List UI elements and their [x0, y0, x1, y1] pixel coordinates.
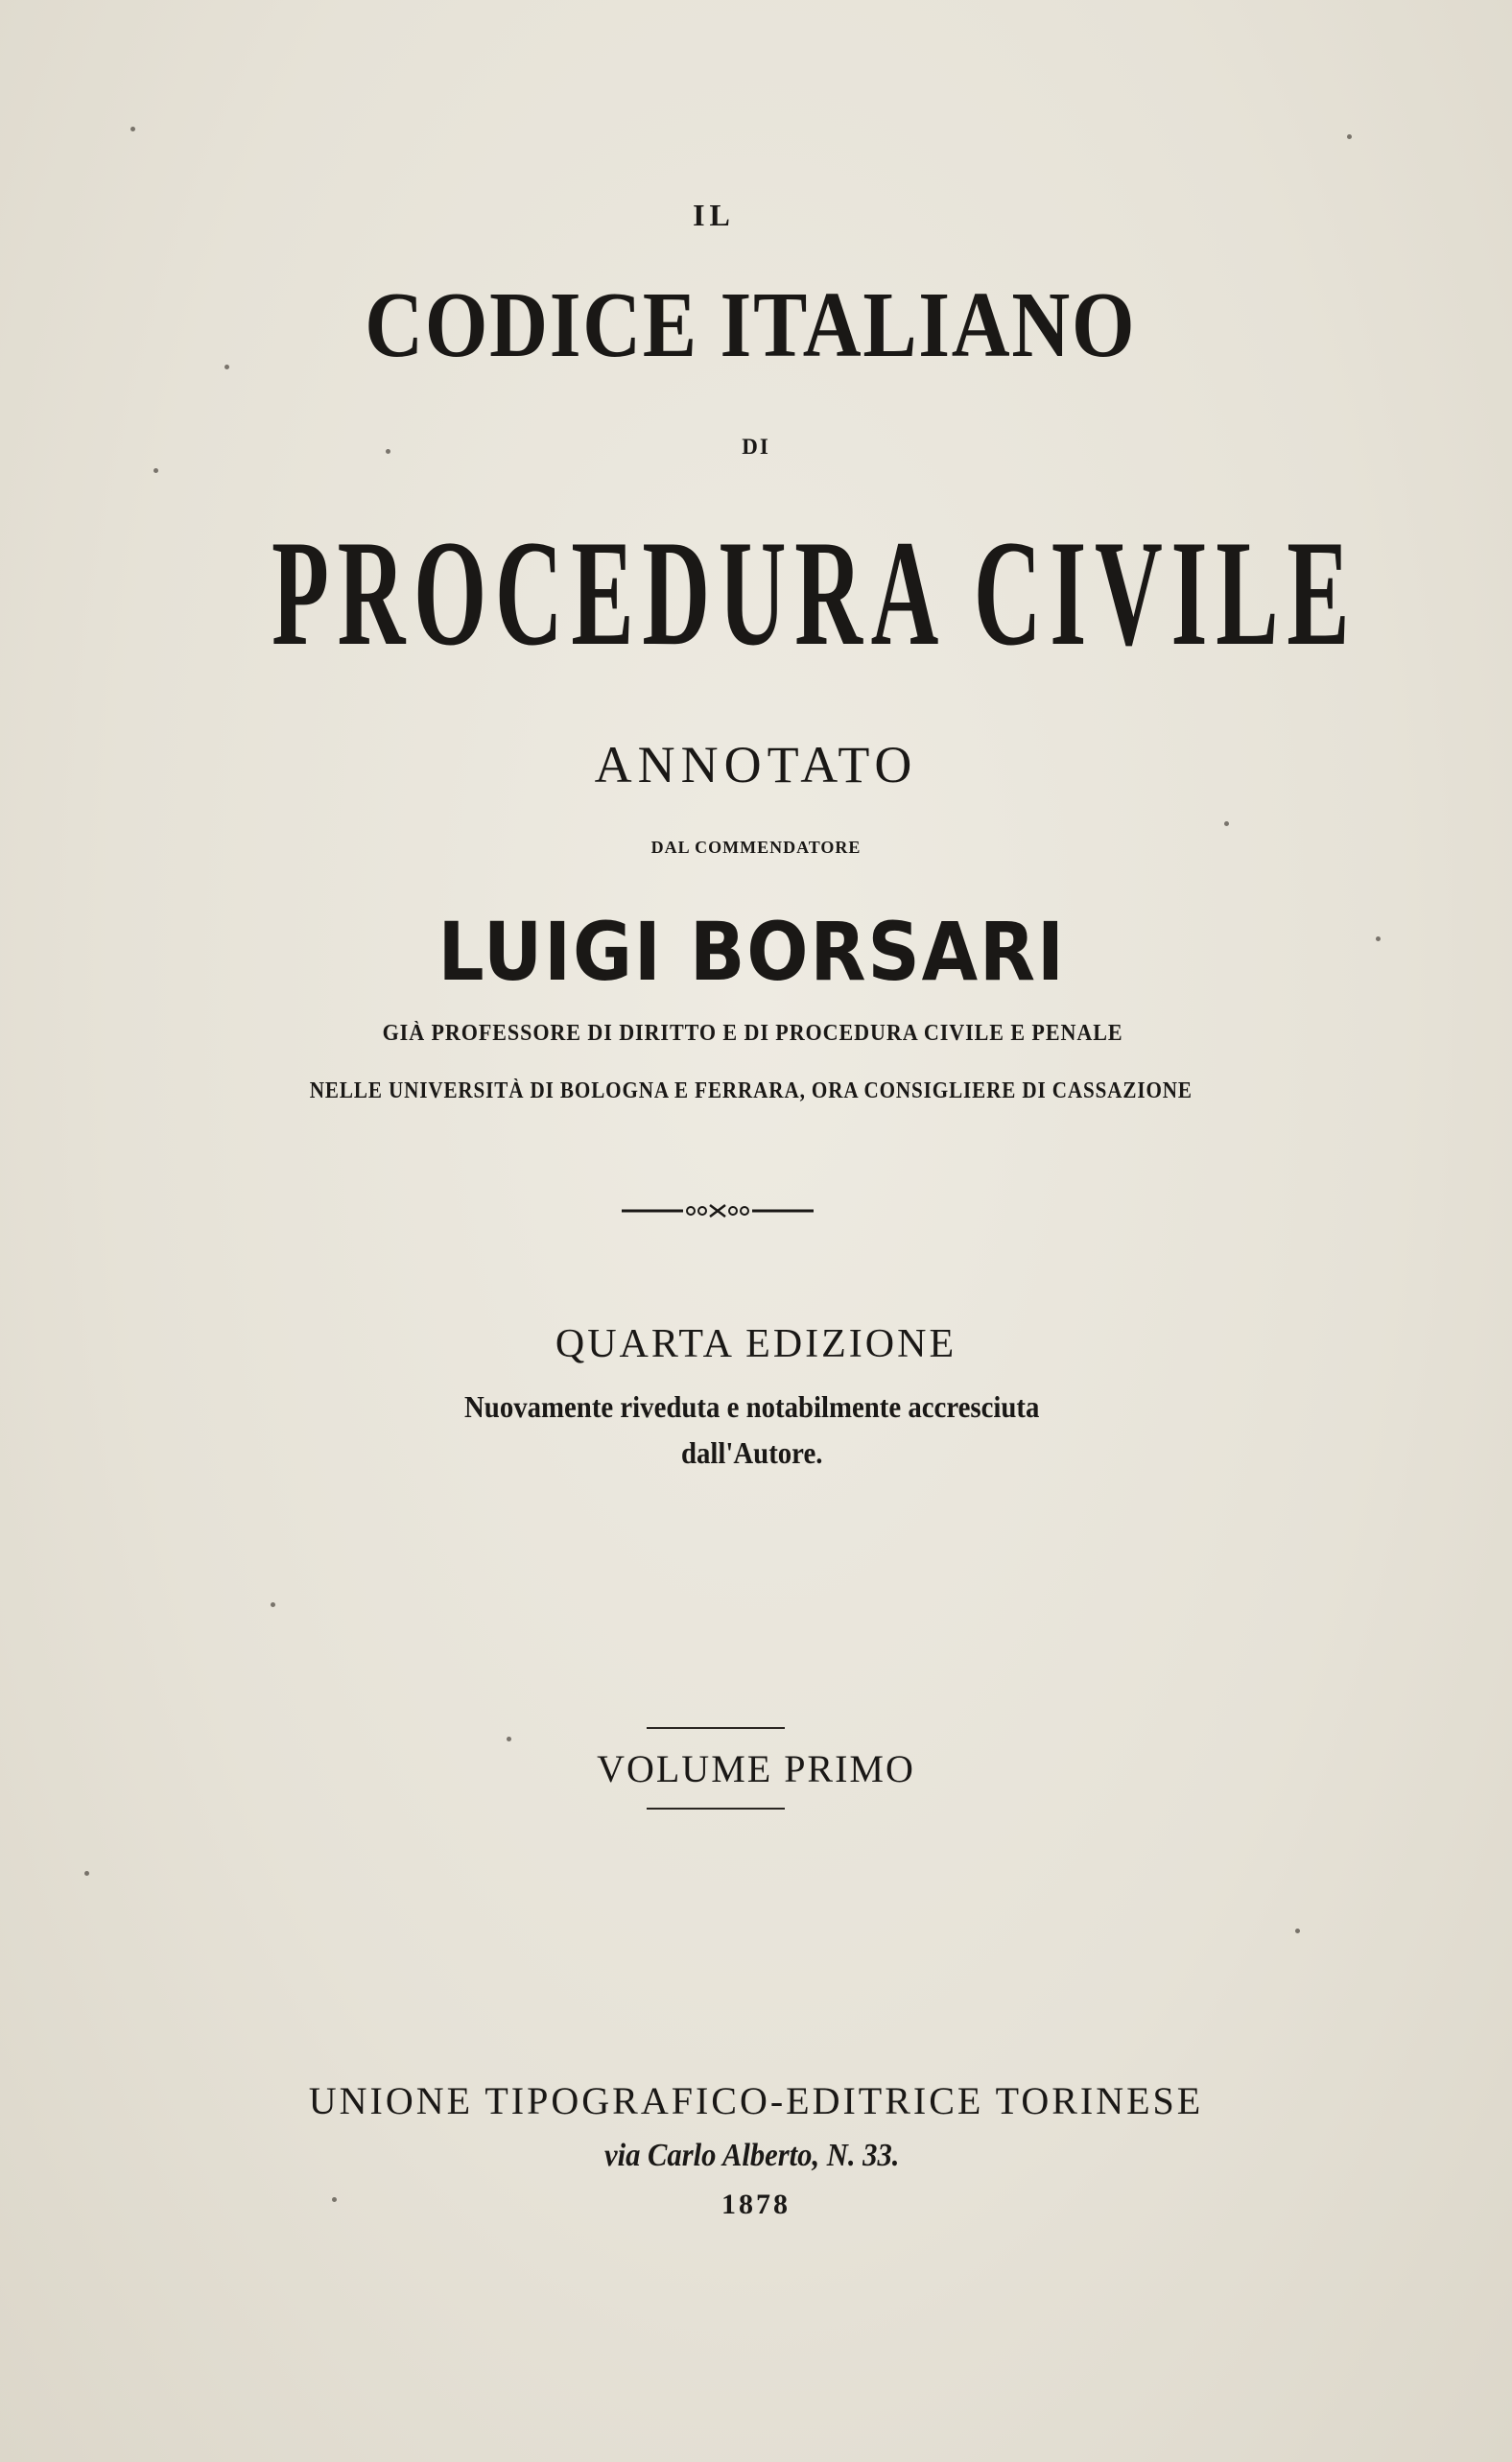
- volume-rule-bottom: [647, 1808, 785, 1810]
- dal-commendatore-label: DAL COMMENDATORE: [650, 838, 862, 857]
- volume-label: VOLUME PRIMO: [597, 1747, 915, 1790]
- paper-speck: [271, 1602, 275, 1607]
- title-line-1: CODICE ITALIANO: [365, 273, 1137, 377]
- author-description-line-2: NELLE UNIVERSITÀ DI BOLOGNA E FERRARA, ORA CONSIGLIERE DI CASSAZIONE: [309, 1078, 1193, 1103]
- publication-year: 1878: [721, 2189, 791, 2220]
- paper-speck: [332, 2197, 337, 2202]
- edition-heading: QUARTA EDIZIONE: [555, 1322, 957, 1366]
- publisher-name: UNIONE TIPOGRAFICO-EDITRICE TORINESE: [308, 2079, 1204, 2122]
- paper-speck: [1376, 936, 1381, 941]
- paper-speck: [84, 1871, 89, 1876]
- edition-note-line-2: dall'Autore.: [680, 1435, 823, 1470]
- author-description-line-1: GIÀ PROFESSORE DI DIRITTO E DI PROCEDURA CIVILE E PENALE: [382, 1021, 1123, 1046]
- paper-speck: [1347, 134, 1352, 139]
- ornament-divider-icon: [622, 1199, 814, 1222]
- paper-speck: [1224, 821, 1229, 826]
- paper-speck: [386, 449, 390, 454]
- edition-note-line-1: Nuovamente riveduta e notabilmente accresciuta: [464, 1389, 1040, 1424]
- paper-speck: [224, 365, 229, 369]
- annotato-label: ANNOTATO: [594, 736, 918, 793]
- author-name: LUIGI BORSARI: [437, 905, 1066, 999]
- volume-rule-top: [647, 1727, 785, 1729]
- publisher-address: via Carlo Alberto, N. 33.: [603, 2138, 900, 2173]
- title-line-2: PROCEDURA CIVILE: [272, 509, 1358, 677]
- article-il-text: IL: [693, 198, 735, 232]
- preposition-di: DI: [742, 435, 770, 459]
- paper-speck: [154, 468, 158, 473]
- paper-speck: [130, 127, 135, 131]
- paper-speck: [507, 1737, 511, 1741]
- paper-speck: [1295, 1929, 1300, 1933]
